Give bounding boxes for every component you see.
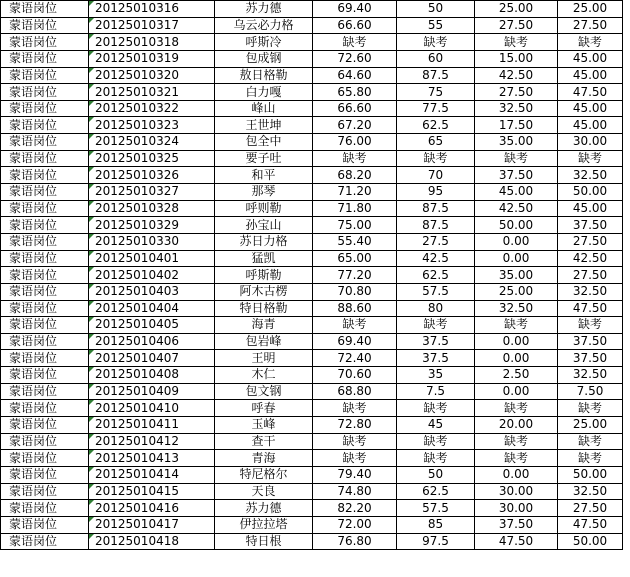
cell-score-1[interactable]: 缺考 [313,34,397,51]
cell-score-4[interactable]: 45.00 [558,100,623,117]
cell-score-3[interactable]: 0.00 [475,350,558,367]
cell-score-4[interactable]: 42.50 [558,250,623,267]
cell-exam-id[interactable]: 20125010405 [89,317,215,334]
cell-score-1[interactable]: 72.00 [313,516,397,533]
cell-score-2[interactable]: 缺考 [397,34,475,51]
cell-exam-id[interactable]: 20125010322 [89,100,215,117]
cell-name[interactable]: 白力嘎 [215,84,313,101]
cell-score-2[interactable]: 77.5 [397,100,475,117]
cell-score-4[interactable]: 50.00 [558,184,623,201]
cell-score-3[interactable]: 42.50 [475,67,558,84]
cell-score-2[interactable]: 37.5 [397,350,475,367]
cell-name[interactable]: 苏力德 [215,1,313,18]
cell-exam-id[interactable]: 20125010324 [89,134,215,151]
table-row [1,400,623,417]
cell-score-3[interactable]: 0.00 [475,383,558,400]
cell-score-3[interactable]: 32.50 [475,100,558,117]
cell-score-1[interactable]: 71.20 [313,184,397,201]
cell-score-1[interactable]: 65.00 [313,250,397,267]
cell-score-3[interactable]: 缺考 [475,34,558,51]
cell-name[interactable]: 呼则勒 [215,200,313,217]
table-row [1,333,623,350]
cell-score-1[interactable]: 66.60 [313,17,397,34]
cell-exam-id[interactable]: 20125010417 [89,516,215,533]
cell-score-2[interactable]: 62.5 [397,267,475,284]
table-row [1,433,623,450]
cell-post[interactable]: 蒙语岗位 [1,466,89,483]
table-row [1,516,623,533]
table-row [1,283,623,300]
table-row [1,1,623,18]
table-row [1,67,623,84]
cell-exam-id[interactable]: 20125010416 [89,500,215,517]
cell-exam-id[interactable]: 20125010413 [89,450,215,467]
cell-exam-id[interactable]: 20125010320 [89,67,215,84]
cell-score-2[interactable]: 50 [397,1,475,18]
cell-score-1[interactable]: 82.20 [313,500,397,517]
cell-exam-id[interactable]: 20125010412 [89,433,215,450]
cell-score-1[interactable]: 65.80 [313,84,397,101]
cell-score-1[interactable]: 64.60 [313,67,397,84]
table-row [1,150,623,167]
cell-score-3[interactable]: 47.50 [475,533,558,550]
cell-score-3[interactable]: 27.50 [475,17,558,34]
table-row [1,134,623,151]
cell-score-4[interactable]: 50.00 [558,533,623,550]
table-row [1,50,623,67]
cell-name[interactable]: 王世坤 [215,117,313,134]
cell-score-1[interactable]: 缺考 [313,150,397,167]
cell-score-3[interactable]: 35.00 [475,134,558,151]
cell-score-2[interactable]: 80 [397,300,475,317]
cell-exam-id[interactable]: 20125010329 [89,217,215,234]
cell-score-4[interactable]: 45.00 [558,200,623,217]
cell-score-1[interactable]: 68.80 [313,383,397,400]
cell-score-3[interactable]: 30.00 [475,483,558,500]
cell-score-3[interactable]: 0.00 [475,333,558,350]
cell-score-2[interactable]: 45 [397,417,475,434]
cell-score-2[interactable]: 7.5 [397,383,475,400]
cell-exam-id[interactable]: 20125010327 [89,184,215,201]
cell-score-4[interactable]: 25.00 [558,417,623,434]
cell-name[interactable]: 呼斯勒 [215,267,313,284]
cell-score-2[interactable]: 42.5 [397,250,475,267]
cell-post[interactable]: 蒙语岗位 [1,100,89,117]
cell-name[interactable]: 包全中 [215,134,313,151]
cell-score-1[interactable]: 72.40 [313,350,397,367]
cell-exam-id[interactable]: 20125010401 [89,250,215,267]
table-row [1,450,623,467]
table-row [1,17,623,34]
cell-score-2[interactable]: 缺考 [397,433,475,450]
table-row [1,466,623,483]
table-row [1,417,623,434]
cell-name[interactable]: 包文钢 [215,383,313,400]
cell-post[interactable]: 蒙语岗位 [1,433,89,450]
cell-score-2[interactable]: 55 [397,17,475,34]
cell-post[interactable]: 蒙语岗位 [1,184,89,201]
cell-score-4[interactable]: 缺考 [558,450,623,467]
cell-post[interactable]: 蒙语岗位 [1,367,89,384]
cell-post[interactable]: 蒙语岗位 [1,483,89,500]
cell-score-1[interactable]: 77.20 [313,267,397,284]
cell-score-3[interactable]: 37.50 [475,167,558,184]
cell-post[interactable]: 蒙语岗位 [1,450,89,467]
cell-name[interactable]: 苏力德 [215,500,313,517]
cell-score-4[interactable]: 47.50 [558,516,623,533]
cell-score-1[interactable]: 79.40 [313,466,397,483]
cell-post[interactable]: 蒙语岗位 [1,283,89,300]
cell-exam-id[interactable]: 20125010406 [89,333,215,350]
cell-score-3[interactable]: 2.50 [475,367,558,384]
cell-score-4[interactable]: 缺考 [558,34,623,51]
cell-name[interactable]: 要子吐 [215,150,313,167]
table-row [1,483,623,500]
cell-name[interactable]: 特尼格尔 [215,466,313,483]
cell-name[interactable]: 天良 [215,483,313,500]
cell-score-4[interactable]: 30.00 [558,134,623,151]
cell-score-1[interactable]: 88.60 [313,300,397,317]
cell-score-1[interactable]: 74.80 [313,483,397,500]
cell-score-1[interactable]: 缺考 [313,317,397,334]
cell-score-1[interactable]: 缺考 [313,433,397,450]
cell-score-4[interactable]: 缺考 [558,433,623,450]
cell-score-2[interactable]: 缺考 [397,450,475,467]
cell-score-4[interactable]: 缺考 [558,400,623,417]
cell-score-4[interactable]: 7.50 [558,383,623,400]
cell-score-2[interactable]: 85 [397,516,475,533]
table-row [1,167,623,184]
cell-post[interactable]: 蒙语岗位 [1,150,89,167]
table-row [1,100,623,117]
cell-exam-id[interactable]: 20125010318 [89,34,215,51]
cell-score-1[interactable]: 缺考 [313,450,397,467]
cell-score-4[interactable]: 缺考 [558,317,623,334]
cell-post[interactable]: 蒙语岗位 [1,417,89,434]
cell-post[interactable]: 蒙语岗位 [1,317,89,334]
cell-score-1[interactable]: 缺考 [313,400,397,417]
table-row [1,317,623,334]
cell-post[interactable]: 蒙语岗位 [1,233,89,250]
cell-score-2[interactable]: 27.5 [397,233,475,250]
table-row [1,184,623,201]
cell-score-3[interactable]: 缺考 [475,317,558,334]
cell-post[interactable]: 蒙语岗位 [1,134,89,151]
cell-name[interactable]: 木仁 [215,367,313,384]
cell-exam-id[interactable]: 20125010404 [89,300,215,317]
cell-score-4[interactable]: 32.50 [558,283,623,300]
cell-score-2[interactable]: 缺考 [397,317,475,334]
cell-score-2[interactable]: 37.5 [397,333,475,350]
cell-score-3[interactable]: 0.00 [475,466,558,483]
cell-score-3[interactable]: 25.00 [475,283,558,300]
table-row [1,267,623,284]
cell-score-2[interactable]: 缺考 [397,400,475,417]
cell-score-3[interactable]: 37.50 [475,516,558,533]
cell-score-4[interactable]: 37.50 [558,333,623,350]
cell-exam-id[interactable]: 20125010403 [89,283,215,300]
cell-score-3[interactable]: 15.00 [475,50,558,67]
cell-score-2[interactable]: 75 [397,84,475,101]
cell-name[interactable]: 苏日力格 [215,233,313,250]
cell-exam-id[interactable]: 20125010317 [89,17,215,34]
cell-score-4[interactable]: 27.50 [558,17,623,34]
table-row [1,533,623,550]
cell-post[interactable]: 蒙语岗位 [1,267,89,284]
cell-post[interactable]: 蒙语岗位 [1,350,89,367]
table-row [1,500,623,517]
cell-score-3[interactable]: 缺考 [475,433,558,450]
cell-exam-id[interactable]: 20125010325 [89,150,215,167]
cell-post[interactable]: 蒙语岗位 [1,84,89,101]
table-row [1,217,623,234]
cell-score-4[interactable]: 32.50 [558,483,623,500]
cell-score-2[interactable]: 60 [397,50,475,67]
cell-post[interactable]: 蒙语岗位 [1,500,89,517]
cell-score-1[interactable]: 71.80 [313,200,397,217]
cell-name[interactable]: 海青 [215,317,313,334]
cell-post[interactable]: 蒙语岗位 [1,34,89,51]
cell-name[interactable]: 和平 [215,167,313,184]
cell-score-2[interactable]: 87.5 [397,67,475,84]
cell-name[interactable]: 呼春 [215,400,313,417]
cell-score-4[interactable]: 32.50 [558,367,623,384]
cell-post[interactable]: 蒙语岗位 [1,50,89,67]
cell-score-1[interactable]: 69.40 [313,1,397,18]
cell-score-4[interactable]: 27.50 [558,267,623,284]
table-row [1,350,623,367]
cell-post[interactable]: 蒙语岗位 [1,67,89,84]
cell-score-4[interactable]: 32.50 [558,167,623,184]
cell-score-1[interactable]: 75.00 [313,217,397,234]
cell-exam-id[interactable]: 20125010330 [89,233,215,250]
cell-score-2[interactable]: 缺考 [397,150,475,167]
cell-score-1[interactable]: 72.60 [313,50,397,67]
table-row [1,300,623,317]
cell-score-4[interactable]: 45.00 [558,50,623,67]
cell-score-1[interactable]: 68.20 [313,167,397,184]
cell-name[interactable]: 包成钢 [215,50,313,67]
cell-score-1[interactable]: 67.20 [313,117,397,134]
score-table-body [1,1,623,550]
cell-score-2[interactable]: 62.5 [397,117,475,134]
table-row [1,250,623,267]
table-row [1,200,623,217]
cell-name[interactable]: 猛凯 [215,250,313,267]
cell-name[interactable]: 那琴 [215,184,313,201]
cell-post[interactable]: 蒙语岗位 [1,533,89,550]
cell-score-3[interactable]: 50.00 [475,217,558,234]
cell-name[interactable]: 包岩峰 [215,333,313,350]
cell-exam-id[interactable]: 20125010409 [89,383,215,400]
cell-post[interactable]: 蒙语岗位 [1,117,89,134]
cell-post[interactable]: 蒙语岗位 [1,383,89,400]
cell-name[interactable]: 玉峰 [215,417,313,434]
cell-score-1[interactable]: 70.80 [313,283,397,300]
cell-score-4[interactable]: 47.50 [558,84,623,101]
cell-post[interactable]: 蒙语岗位 [1,200,89,217]
cell-score-4[interactable]: 37.50 [558,217,623,234]
cell-score-3[interactable]: 缺考 [475,150,558,167]
cell-post[interactable]: 蒙语岗位 [1,17,89,34]
cell-score-4[interactable]: 27.50 [558,500,623,517]
cell-score-4[interactable]: 25.00 [558,1,623,18]
table-row [1,233,623,250]
cell-score-3[interactable]: 42.50 [475,200,558,217]
cell-score-3[interactable]: 27.50 [475,84,558,101]
cell-post[interactable]: 蒙语岗位 [1,516,89,533]
table-row [1,84,623,101]
cell-score-1[interactable]: 55.40 [313,233,397,250]
cell-score-2[interactable]: 50 [397,466,475,483]
cell-name[interactable]: 特日格勒 [215,300,313,317]
cell-exam-id[interactable]: 20125010316 [89,1,215,18]
cell-exam-id[interactable]: 20125010411 [89,417,215,434]
table-row [1,34,623,51]
cell-name[interactable]: 峰山 [215,100,313,117]
cell-exam-id[interactable]: 20125010323 [89,117,215,134]
cell-post[interactable]: 蒙语岗位 [1,217,89,234]
cell-score-2[interactable]: 70 [397,167,475,184]
table-row [1,367,623,384]
cell-post[interactable]: 蒙语岗位 [1,300,89,317]
cell-score-1[interactable]: 76.80 [313,533,397,550]
cell-post[interactable]: 蒙语岗位 [1,1,89,18]
cell-score-2[interactable]: 57.5 [397,283,475,300]
cell-score-3[interactable]: 0.00 [475,233,558,250]
cell-exam-id[interactable]: 20125010414 [89,466,215,483]
cell-name[interactable]: 孙宝山 [215,217,313,234]
cell-score-1[interactable]: 76.00 [313,134,397,151]
cell-score-2[interactable]: 62.5 [397,483,475,500]
cell-score-4[interactable]: 45.00 [558,117,623,134]
cell-score-4[interactable]: 27.50 [558,233,623,250]
cell-score-3[interactable]: 17.50 [475,117,558,134]
cell-score-2[interactable]: 65 [397,134,475,151]
cell-score-3[interactable]: 45.00 [475,184,558,201]
cell-score-1[interactable]: 69.40 [313,333,397,350]
cell-post[interactable]: 蒙语岗位 [1,250,89,267]
cell-post[interactable]: 蒙语岗位 [1,167,89,184]
cell-score-3[interactable]: 缺考 [475,450,558,467]
cell-name[interactable]: 特日根 [215,533,313,550]
table-row [1,117,623,134]
cell-score-4[interactable]: 37.50 [558,350,623,367]
cell-exam-id[interactable]: 20125010319 [89,50,215,67]
cell-name[interactable]: 伊拉拉塔 [215,516,313,533]
cell-score-2[interactable]: 95 [397,184,475,201]
cell-score-3[interactable]: 30.00 [475,500,558,517]
cell-post[interactable]: 蒙语岗位 [1,333,89,350]
cell-exam-id[interactable]: 20125010326 [89,167,215,184]
cell-exam-id[interactable]: 20125010321 [89,84,215,101]
cell-name[interactable]: 阿木古楞 [215,283,313,300]
cell-score-2[interactable]: 57.5 [397,500,475,517]
cell-score-2[interactable]: 87.5 [397,217,475,234]
cell-score-1[interactable]: 72.80 [313,417,397,434]
cell-score-3[interactable]: 0.00 [475,250,558,267]
cell-name[interactable]: 敖日格勒 [215,67,313,84]
cell-score-3[interactable]: 缺考 [475,400,558,417]
cell-exam-id[interactable]: 20125010402 [89,267,215,284]
cell-post[interactable]: 蒙语岗位 [1,400,89,417]
cell-exam-id[interactable]: 20125010328 [89,200,215,217]
cell-exam-id[interactable]: 20125010407 [89,350,215,367]
cell-score-3[interactable]: 32.50 [475,300,558,317]
cell-score-3[interactable]: 20.00 [475,417,558,434]
cell-name[interactable]: 青海 [215,450,313,467]
cell-exam-id[interactable]: 20125010410 [89,400,215,417]
cell-score-2[interactable]: 87.5 [397,200,475,217]
cell-exam-id[interactable]: 20125010418 [89,533,215,550]
cell-score-4[interactable]: 缺考 [558,150,623,167]
cell-name[interactable]: 乌云必力格 [215,17,313,34]
cell-score-2[interactable]: 35 [397,367,475,384]
table-row [1,383,623,400]
cell-name[interactable]: 王明 [215,350,313,367]
cell-score-4[interactable]: 45.00 [558,67,623,84]
cell-score-4[interactable]: 50.00 [558,466,623,483]
cell-score-4[interactable]: 47.50 [558,300,623,317]
cell-score-2[interactable]: 97.5 [397,533,475,550]
cell-exam-id[interactable]: 20125010415 [89,483,215,500]
cell-name[interactable]: 查干 [215,433,313,450]
cell-name[interactable]: 呼斯冷 [215,34,313,51]
cell-score-1[interactable]: 70.60 [313,367,397,384]
cell-score-3[interactable]: 35.00 [475,267,558,284]
cell-score-1[interactable]: 66.60 [313,100,397,117]
cell-exam-id[interactable]: 20125010408 [89,367,215,384]
cell-score-3[interactable]: 25.00 [475,1,558,18]
